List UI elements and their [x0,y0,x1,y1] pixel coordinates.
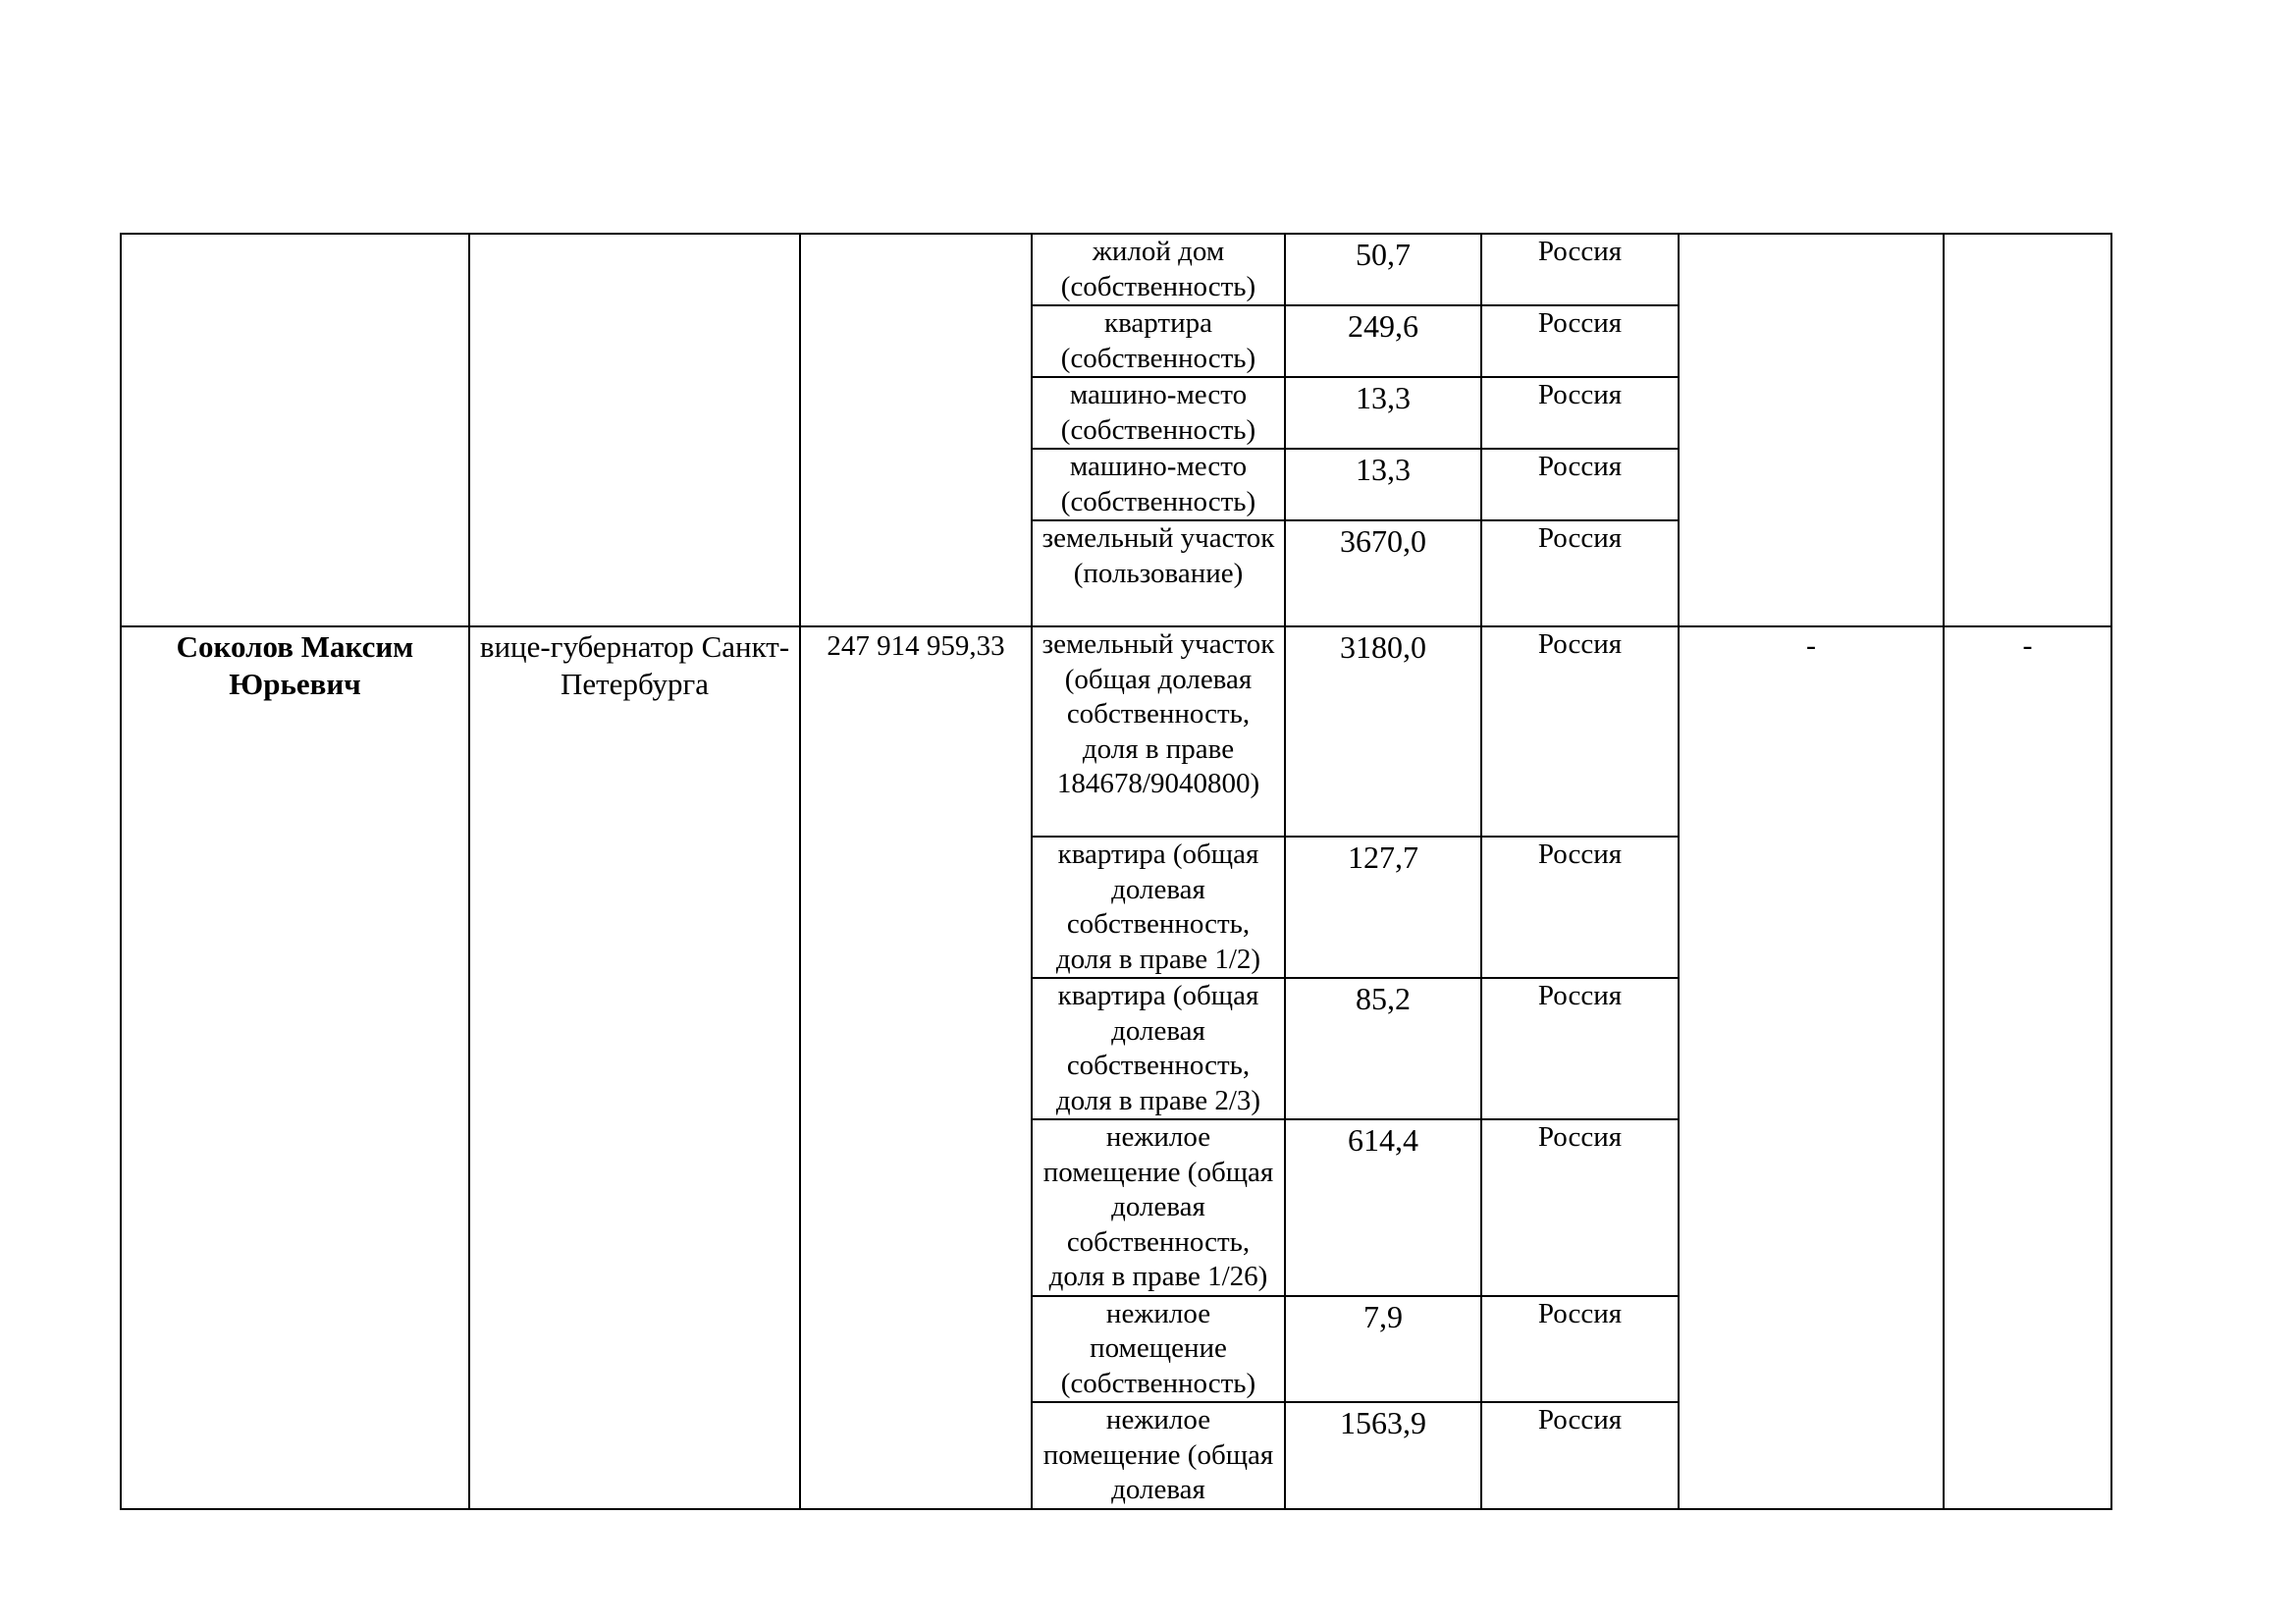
name-cell-empty [121,234,469,626]
object-type: земельный участок (пользование) [1041,522,1275,589]
area-cell [1285,626,1481,837]
object-country: Россия [1537,980,1623,1011]
object-cell [1032,1119,1285,1296]
person-position: вице-губернатор Санкт-Петербурга [479,629,790,701]
country-cell [1481,1119,1679,1296]
object-country: Россия [1537,1404,1623,1435]
deals-value: - [2022,629,2033,662]
object-area: 3670,0 [1340,523,1426,559]
object-cell [1032,520,1285,626]
vehicles-cell-empty [1679,234,1944,626]
object-country: Россия [1537,1121,1623,1153]
area-cell [1285,520,1481,626]
vehicles-value: - [1806,629,1816,662]
object-cell [1032,978,1285,1119]
country-cell [1481,1296,1679,1403]
object-type: земельный участок (общая долевая собственность, доля в праве 184678/9040800) [1041,628,1275,799]
area-cell [1285,1119,1481,1296]
country-cell [1481,837,1679,978]
country-cell [1481,978,1679,1119]
object-type: квартира (общая долевая собственность, доля в праве 2/3) [1055,980,1261,1116]
object-cell [1032,1402,1285,1509]
object-type: нежилое помещение (общая долевая [1042,1404,1274,1505]
income-cell-empty [800,234,1032,626]
object-country: Россия [1537,451,1623,482]
object-cell [1032,626,1285,837]
person-income: 247 914 959,33 [827,630,1005,662]
object-area: 13,3 [1356,380,1411,415]
position-cell [469,626,800,1509]
name-cell [121,626,469,1509]
country-cell [1481,1402,1679,1509]
table-row [121,626,2111,837]
object-type: машино-место (собственность) [1060,379,1256,446]
object-country: Россия [1537,379,1623,410]
object-cell [1032,377,1285,449]
object-area: 3180,0 [1340,629,1426,665]
area-cell [1285,837,1481,978]
country-cell [1481,377,1679,449]
person-name: Соколов Максим Юрьевич [176,629,414,701]
country-cell [1481,626,1679,837]
object-type: квартира (собственность) [1060,307,1256,374]
area-cell [1285,1402,1481,1509]
object-area: 249,6 [1348,308,1418,344]
area-cell [1285,377,1481,449]
object-area: 1563,9 [1340,1405,1426,1440]
object-type: нежилое помещение (общая долевая собственность, доля в праве 1/26) [1042,1121,1274,1292]
object-type: нежилое помещение (собственность) [1060,1297,1256,1399]
object-country: Россия [1537,307,1623,339]
object-country: Россия [1537,1297,1623,1329]
object-area: 13,3 [1356,452,1411,487]
object-area: 127,7 [1348,839,1418,875]
area-cell [1285,1296,1481,1403]
object-area: 85,2 [1356,981,1411,1016]
object-country: Россия [1537,839,1623,870]
area-cell [1285,305,1481,377]
object-cell [1032,234,1285,305]
table-row [121,234,2111,305]
object-cell [1032,837,1285,978]
object-cell [1032,305,1285,377]
object-country: Россия [1537,236,1623,267]
area-cell [1285,978,1481,1119]
income-cell [800,626,1032,1509]
declaration-table [120,233,2112,1510]
object-cell [1032,449,1285,520]
country-cell [1481,305,1679,377]
country-cell [1481,449,1679,520]
object-area: 614,4 [1348,1122,1418,1158]
position-cell-empty [469,234,800,626]
object-area: 7,9 [1363,1298,1403,1334]
deals-cell [1944,626,2111,1509]
object-country: Россия [1537,522,1623,554]
object-cell [1032,1296,1285,1403]
country-cell [1481,520,1679,626]
object-type: машино-место (собственность) [1060,451,1256,517]
vehicles-cell [1679,626,1944,1509]
object-area: 50,7 [1356,237,1411,272]
deals-cell-empty [1944,234,2111,626]
object-type: квартира (общая долевая собственность, доля в праве 1/2) [1055,839,1261,975]
country-cell [1481,234,1679,305]
area-cell [1285,234,1481,305]
object-type: жилой дом (собственность) [1060,236,1256,302]
object-country: Россия [1537,628,1623,660]
area-cell [1285,449,1481,520]
